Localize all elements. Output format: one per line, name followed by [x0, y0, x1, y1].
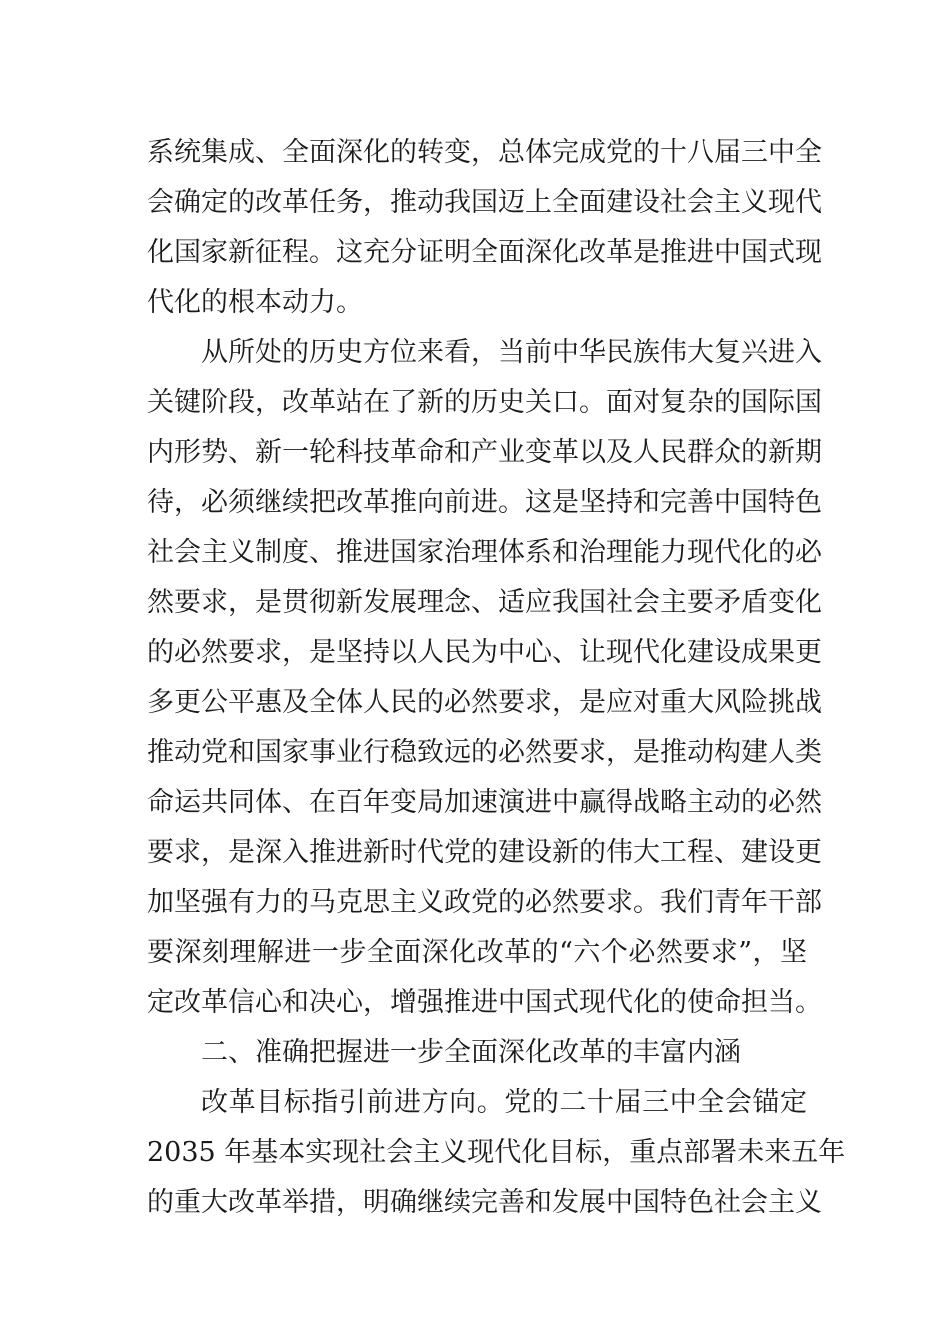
text-line: 的重大改革举措，明确继续完善和发展中国特色社会主义 [147, 1187, 822, 1218]
text-line: 命运共同体、在百年变局加速演进中赢得战略主动的必然 [147, 787, 822, 818]
text-line: 内形势、新一轮科技革命和产业变革以及人民群众的新期 [147, 437, 822, 468]
text-line: 社会主义制度、推进国家治理体系和治理能力现代化的必 [147, 537, 822, 568]
paragraph-start-line: 从所处的历史方位来看，当前中华民族伟大复兴进入 [201, 337, 822, 368]
text-line: 代化的根本动力。 [147, 287, 363, 318]
document-body [147, 128, 846, 1228]
text-line: 要求，是深入推进新时代党的建设新的伟大工程、建设更 [147, 837, 822, 868]
section-heading: 二、准确把握进一步全面深化改革的丰富内涵 [201, 1037, 741, 1068]
text-line: 推动党和国家事业行稳致远的必然要求，是推动构建人类 [147, 737, 822, 768]
text-line: 要深刻理解进一步全面深化改革的“六个必然要求”，坚 [147, 937, 807, 968]
text-line: 关键阶段，改革站在了新的历史关口。面对复杂的国际国 [147, 387, 822, 418]
text-line: 2035 年基本实现社会主义现代化目标，重点部署未来五年 [147, 1137, 846, 1168]
text-line: 然要求，是贯彻新发展理念、适应我国社会主要矛盾变化 [147, 587, 822, 618]
text-line: 会确定的改革任务，推动我国迈上全面建设社会主义现代 [147, 187, 822, 218]
text-line: 待，必须继续把改革推向前进。这是坚持和完善中国特色 [147, 487, 822, 518]
text-line: 加坚强有力的马克思主义政党的必然要求。我们青年干部 [147, 887, 822, 918]
text-line: 的必然要求，是坚持以人民为中心、让现代化建设成果更 [147, 637, 822, 668]
text-line: 定改革信心和决心，增强推进中国式现代化的使命担当。 [147, 987, 822, 1018]
text-line: 化国家新征程。这充分证明全面深化改革是推进中国式现 [147, 237, 822, 268]
paragraph-start-line: 改革目标指引前进方向。党的二十届三中全会锚定 [201, 1087, 807, 1118]
text-line: 多更公平惠及全体人民的必然要求，是应对重大风险挑战 [147, 687, 822, 718]
text-line: 系统集成、全面深化的转变，总体完成党的十八届三中全 [147, 137, 822, 168]
